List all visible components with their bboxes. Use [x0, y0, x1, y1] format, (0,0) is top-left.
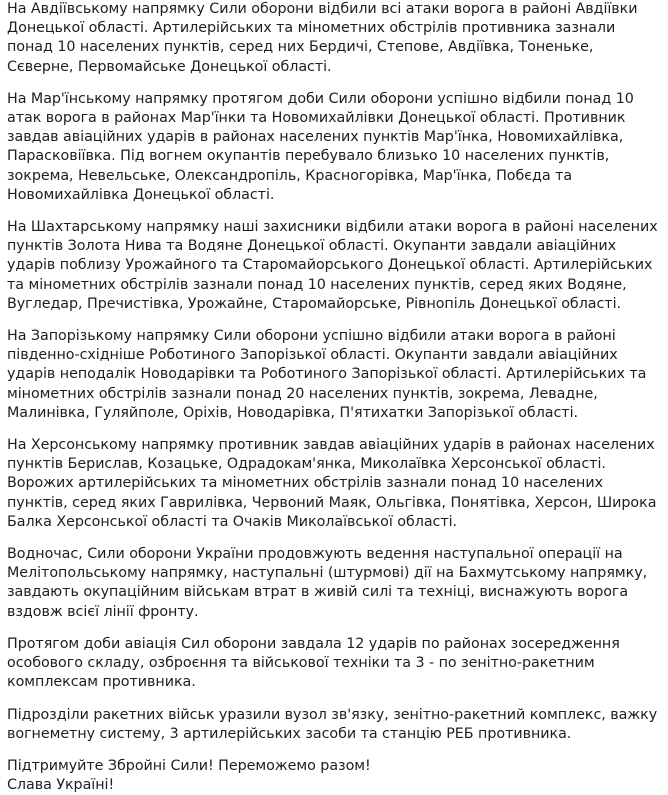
paragraph-aviation: Протягом доби авіація Сил оборони завдала 12 ударів по районах зосередження особового складу, озброєння та військової техніки та 3 - по зенітно-ракетним комплексам противника.: [7, 635, 620, 691]
paragraph-zaporizhzhia: На Запорізькому напрямку Сили оборони успішно відбили атаки ворога в районі південно-східніше Роботиного Запорізької області. Окупанти завдали авіаційних ударів неподалік Новодарівки та Роботиного Запорізької області. Артилерійських та мінометних обстрілів зазнали понад 20 населених пунктів, зокрема, Левадне, Малинівка, Гуляйполе, Оріхів, Новодарівка, П'ятихатки Запорізької області.: [7, 328, 647, 421]
paragraph-marinka: На Мар'їнському напрямку протягом доби Сили оборони успішно відбили понад 10 атак ворога в районах Мар'їнки та Новомихайлівки Донецької області. Противник завдав авіаційних ударів в районах населених пунктів Мар'їнка, Новомихайлівка, Парасковіївка. Під вогнем окупантів перебувало близько 10 населених пунктів, зокрема, Невельське, Олександропіль, Красногорівка, Мар'їнка, Побєда та Новомихайлівка Донецької області.: [7, 90, 634, 203]
closing-support: Підтримуйте Збройні Сили! Переможемо разом!: [7, 757, 371, 774]
closing-glory: Слава Україні!: [7, 777, 115, 794]
closing-block: [7, 757, 659, 795]
paragraph-kherson: На Херсонському напрямку противник завдав авіаційних ударів в районах населених пунктів Берислав, Козацьке, Одрадокам'янка, Миколаївка Херсонської області. Ворожих артилерійських та мінометних обстрілів зазнали понад 10 населених пунктів, серед яких Гаврилівка, Червоний Маяк, Ольгівка, Понятівка, Херсон, Широка Балка Херсонської області та Очаків Миколаївської області.: [7, 437, 657, 530]
paragraph-avdiivka: На Авдіївському напрямку Сили оборони відбили всі атаки ворога в районі Авдіївки Донецької області. Артилерійських та мінометних обстрілів противника зазнали понад 10 населених пунктів, серед них Бердичі, Степове, Авдіївка, Тоненьке, Сєверне, Первомайське Донецької області.: [7, 1, 638, 75]
paragraph-shakhtarsk: На Шахтарському напрямку наші захисники відбили атаки ворога в районі населених пунктів Золота Нива та Водяне Донецької області. Окупанти завдали авіаційних ударів поблизу Урожайного та Старомайорського Донецької області. Артилерійських та мінометних обстрілів зазнали понад 10 населених пунктів, серед яких Водяне, Вугледар, Пречистівка, Урожайне, Старомайорське, Рівнопіль Донецької області.: [7, 219, 658, 312]
paragraph-offensive: Водночас, Сили оборони України продовжують ведення наступальної операції на Мелітопольському напрямку, наступальні (штурмові) дії на Бахмутському напрямку, завдають окупаційним військам втрат в живій силі та техніці, виснажують ворога вздовж всієї лінії фронту.: [7, 546, 648, 620]
paragraph-missile-troops: Підрозділи ракетних військ уразили вузол зв'язку, зенітно-ракетний комплекс, важку вогнеметну систему, 3 артилерійських засоби та станцію РЕБ противника.: [7, 706, 658, 742]
